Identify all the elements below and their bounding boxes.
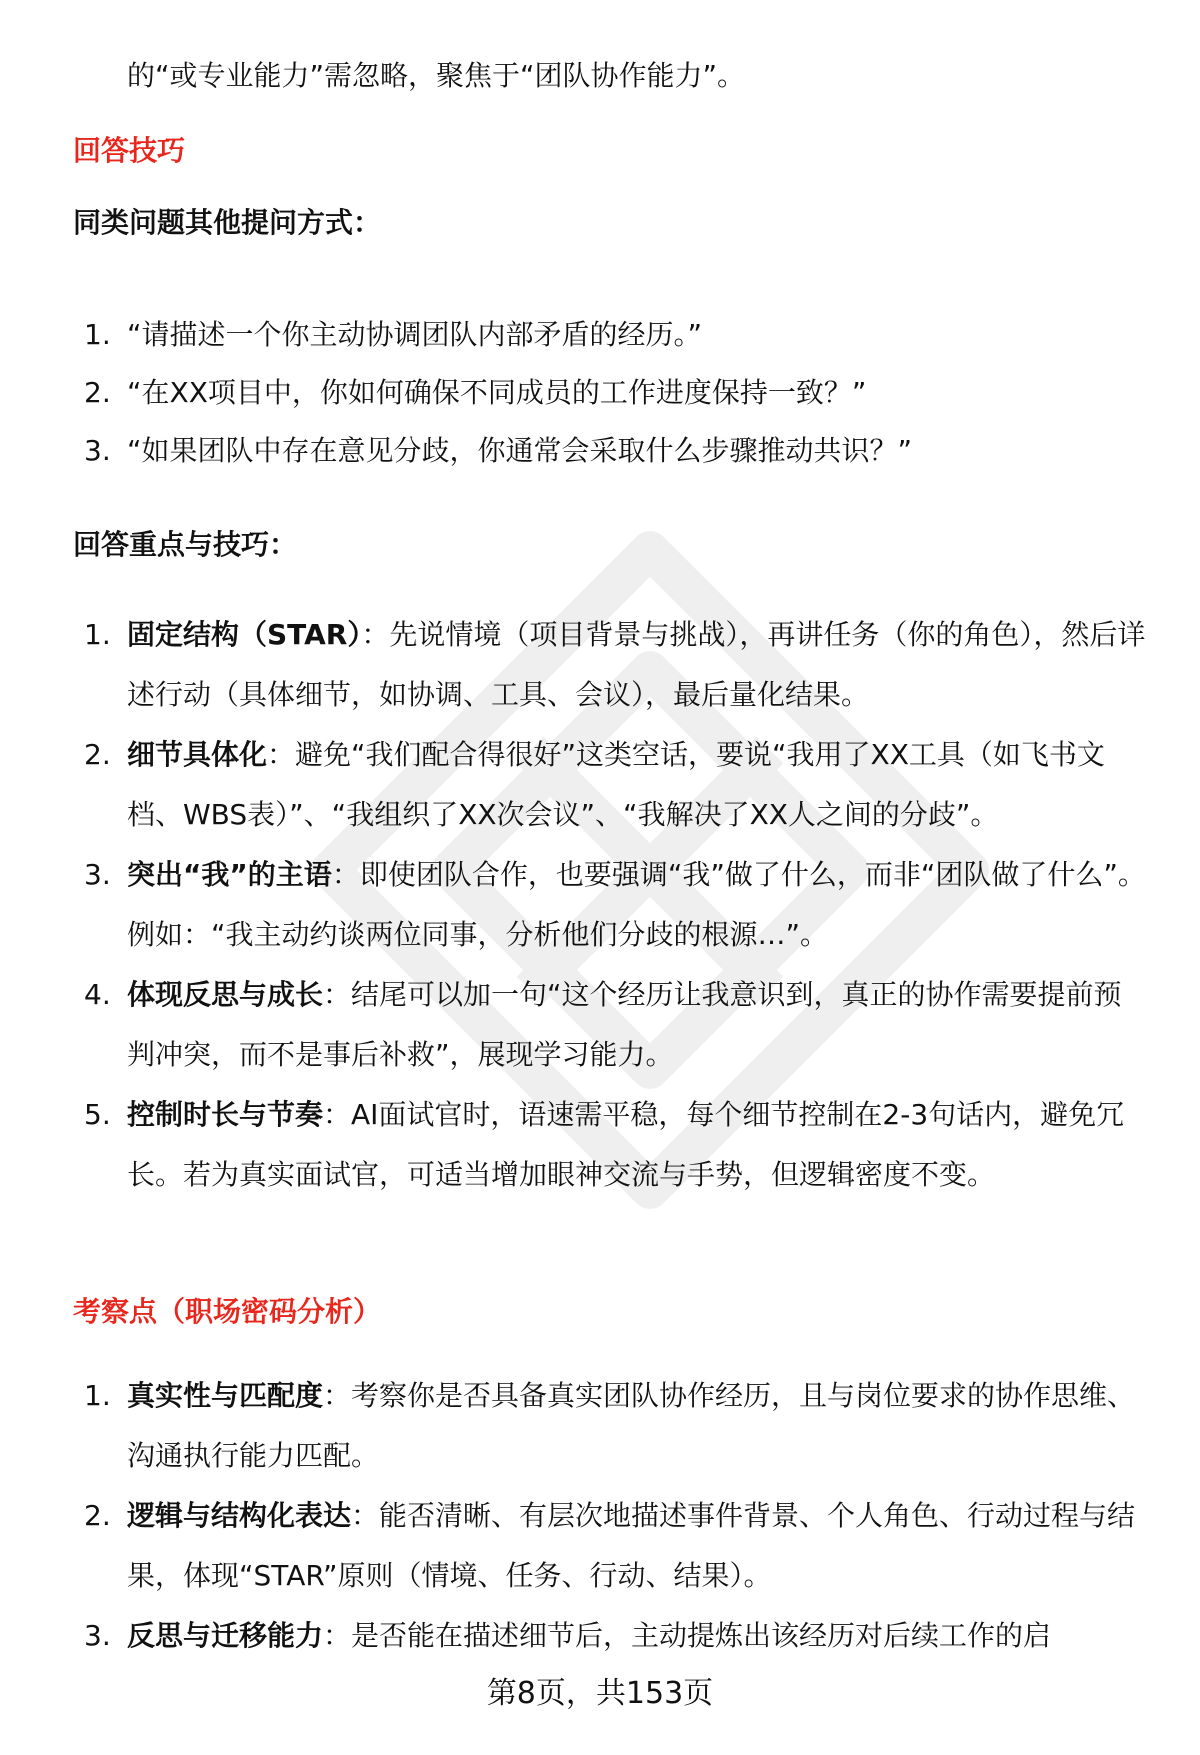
assessment-points-list — [0, 1366, 1200, 1666]
subheading-key-points: 回答重点与技巧： — [73, 528, 298, 561]
list-item — [0, 1486, 1200, 1606]
list-number: 2. — [84, 738, 111, 771]
list-lead: 反思与迁移能力 — [127, 1619, 324, 1652]
list-text — [127, 725, 1147, 845]
page-footer: 第8页，共153页 — [486, 1676, 714, 1711]
list-item — [0, 965, 1200, 1085]
list-lead: 真实性与匹配度 — [127, 1379, 324, 1412]
list-lead: 逻辑与结构化表达 — [127, 1499, 352, 1532]
list-text — [127, 1486, 1147, 1606]
list-number: 3. — [84, 858, 111, 891]
list-text — [127, 965, 1147, 1085]
list-text — [127, 845, 1147, 965]
list-detail: ：能否清晰、有层次地描述事件背景、个人角色、行动过程与结果，体现“STAR”原则（情境、任务、行动、结果）。 — [127, 1499, 1136, 1592]
list-text: “如果团队中存在意见分歧，你通常会采取什么步骤推动共识？” — [127, 434, 913, 467]
list-lead: 体现反思与成长 — [127, 978, 324, 1011]
list-lead: 控制时长与节奏 — [127, 1098, 324, 1131]
list-item — [0, 845, 1200, 965]
list-detail: ：结尾可以加一句“这个经历让我意识到，真正的协作需要提前预判冲突，而不是事后补救”，展现学习能力。 — [127, 978, 1122, 1071]
list-number: 2. — [84, 376, 111, 409]
similar-questions-list — [0, 306, 1200, 480]
list-text: “请描述一个你主动协调团队内部矛盾的经历。” — [127, 318, 703, 351]
list-number: 5. — [84, 1098, 111, 1131]
list-item — [0, 1085, 1200, 1205]
list-detail: ：避免“我们配合得很好”这类空话，要说“我用了XX工具（如飞书文档、WBS表）”、“我组织了XX次会议”、“我解决了XX人之间的分歧”。 — [127, 738, 1105, 831]
list-text — [127, 1085, 1147, 1205]
section-title-assessment: 考察点（职场密码分析） — [73, 1295, 382, 1328]
list-text — [127, 1606, 1147, 1666]
list-item — [0, 725, 1200, 845]
list-number: 4. — [84, 978, 111, 1011]
list-text — [127, 1366, 1147, 1486]
list-text — [127, 605, 1147, 725]
list-number: 3. — [84, 434, 111, 467]
list-detail: ：是否能在描述细节后，主动提炼出该经历对后续工作的启 — [323, 1619, 1052, 1652]
list-item — [0, 1366, 1200, 1486]
list-detail: ：考察你是否具备真实团队协作经历，且与岗位要求的协作思维、沟通执行能力匹配。 — [127, 1379, 1136, 1472]
list-lead: 突出“我”的主语 — [127, 858, 332, 891]
key-points-list — [0, 605, 1200, 1205]
list-number: 1. — [84, 618, 111, 651]
list-item — [0, 605, 1200, 725]
list-item — [0, 306, 1200, 364]
list-number: 2. — [84, 1499, 111, 1532]
list-number: 1. — [84, 1379, 111, 1412]
intro-paragraph: 的“或专业能力”需忽略，聚焦于“团队协作能力”。 — [127, 59, 746, 92]
list-detail: ：即使团队合作，也要强调“我”做了什么，而非“团队做了什么”。例如：“我主动约谈两位同事，分析他们分歧的根源…”。 — [127, 858, 1146, 951]
subheading-similar-questions: 同类问题其他提问方式： — [73, 206, 382, 239]
list-item — [0, 422, 1200, 480]
list-detail: ：AI面试官时，语速需平稳，每个细节控制在2-3句话内，避免冗长。若为真实面试官，可适当增加眼神交流与手势，但逻辑密度不变。 — [127, 1098, 1125, 1191]
list-number: 3. — [84, 1619, 111, 1652]
list-item — [0, 364, 1200, 422]
list-item — [0, 1606, 1200, 1666]
list-detail: ：先说情境（项目背景与挑战），再讲任务（你的角色），然后详述行动（具体细节，如协调、工具、会议），最后量化结果。 — [127, 618, 1146, 711]
list-lead: 固定结构（STAR） — [127, 618, 362, 651]
list-lead: 细节具体化 — [127, 738, 268, 771]
list-text: “在XX项目中，你如何确保不同成员的工作进度保持一致？” — [127, 376, 867, 409]
list-number: 1. — [84, 318, 111, 351]
section-title-answer-tips: 回答技巧 — [73, 134, 186, 167]
